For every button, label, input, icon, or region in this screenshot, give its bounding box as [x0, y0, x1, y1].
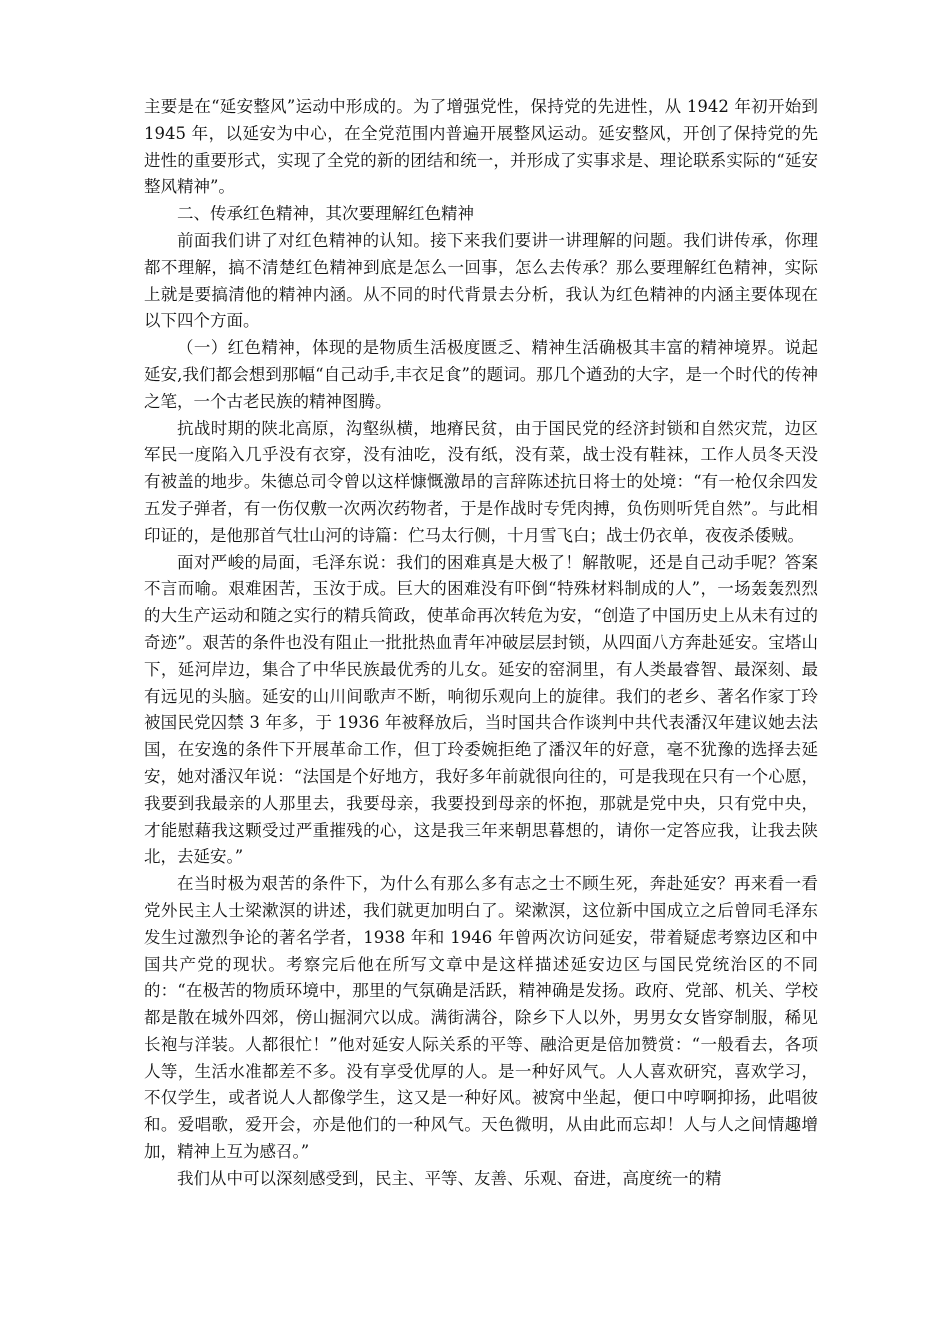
document-page: [144, 94, 818, 1193]
paragraph-continuation: 主要是在“延安整风”运动中形成的。为了增强党性，保持党的先进性，从 1942 年初开始到 1945 年，以延安为中心，在全党范围内普遍开展整风运动。延安整风，开创了保持党的先进性的重要形式，实现了全党的新的团结和统一，并形成了实事求是、理论联系实际的“延安整风精神”。: [144, 97, 818, 197]
paragraph: 在当时极为艰苦的条件下，为什么有那么多有志之士不顾生死，奔赴延安？再来看一看党外民主人士梁漱溟的讲述，我们就更加明白了。梁漱溟，这位新中国成立之后曾同毛泽东发生过激烈争论的著名学者，1938 年和 1946 年曾两次访问延安，带着疑虑考察边区和中国共产党的现状。考察完后他在所写文章中是这样描述延安边区与国民党统治区的不同的：“在极苦的物质环境中，那里的气氛确是活跃，精神确是发扬。政府、党部、机关、学校都是散在城外四郊，傍山掘洞穴以成。满街满谷，除乡下人以外，男男女女皆穿制服，稀见长袍与洋装。人都很忙！”他对延安人际关系的平等、融洽更是倍加赞赏：“一般看去，各项人等，生活水准都差不多。没有享受优厚的人。是一种好风气。人人喜欢研究，喜欢学习，不仅学生，或者说人人都像学生，这又是一种好风。被窝中坐起，便口中哼啊抑扬，此唱彼和。爱唱歌，爱开会，亦是他们的一种风气。天色微明，从由此而忘却！人与人之间情趣增加，精神上互为感召。”: [144, 874, 818, 1162]
paragraph: 抗战时期的陕北高原，沟壑纵横，地瘠民贫，由于国民党的经济封锁和自然灾荒，边区军民一度陷入几乎没有衣穿，没有油吃，没有纸，没有菜，战士没有鞋袜，工作人员冬天没有被盖的地步。朱德总司令曾以这样慷慨激昂的言辞陈述抗日将士的处境：“有一枪仅余四发五发子弹者，有一伤仅敷一次两次药物者，于是作战时专凭肉搏，负伤则听凭自然”。与此相印证的，是他那首气壮山河的诗篇：伫马太行侧，十月雪飞白；战士仍衣单，夜夜杀倭贼。: [144, 418, 818, 545]
paragraph: （一）红色精神，体现的是物质生活极度匮乏、精神生活确极其丰富的精神境界。说起延安,我们都会想到那幅“自己动手,丰衣足食”的题词。那几个遒劲的大字，是一个时代的传神之笔，一个古老民族的精神图腾。: [144, 338, 818, 411]
paragraph: 我们从中可以深刻感受到，民主、平等、友善、乐观、奋进，高度统一的精: [177, 1168, 722, 1188]
paragraph: 前面我们讲了对红色精神的认知。接下来我们要讲一讲理解的问题。我们讲传承，你理都不理解，搞不清楚红色精神到底是怎么一回事，怎么去传承？那么要理解红色精神，实际上就是要搞清他的精神内涵。从不同的时代背景去分析，我认为红色精神的内涵主要体现在以下四个方面。: [144, 230, 818, 331]
paragraph: 面对严峻的局面，毛泽东说：我们的困难真是大极了！解散呢，还是自己动手呢？答案不言而喻。艰难困苦，玉汝于成。巨大的困难没有吓倒“特殊材料制成的人”，一场轰轰烈烈的大生产运动和随之实行的精兵简政，使革命再次转危为安，“创造了中国历史上从未有过的奇迹”。艰苦的条件也没有阻止一批批热血青年冲破层层封锁，从四面八方奔赴延安。宝塔山下，延河岸边，集合了中华民族最优秀的儿女。延安的窑洞里，有人类最睿智、最深刻、最有远见的头脑。延安的山川间歌声不断，响彻乐观向上的旋律。我们的老乡、著名作家丁玲被国民党囚禁 3 年多，于 1936 年被释放后，当时国共合作谈判中共代表潘汉年建议她去法国，在安逸的条件下开展革命工作，但丁玲委婉拒绝了潘汉年的好意，毫不犹豫的选择去延安，她对潘汉年说：“法国是个好地方，我好多年前就很向往的，可是我现在只有一个心愿，我要到我最亲的人那里去，我要母亲，我要投到母亲的怀抱，那就是党中央，只有党中央，才能慰藉我这颗受过严重摧残的心，这是我三年来朝思暮想的，请你一定答应我，让我去陕北，去延安。”: [144, 552, 818, 867]
section-heading: 二、传承红色精神，其次要理解红色精神: [177, 204, 474, 224]
